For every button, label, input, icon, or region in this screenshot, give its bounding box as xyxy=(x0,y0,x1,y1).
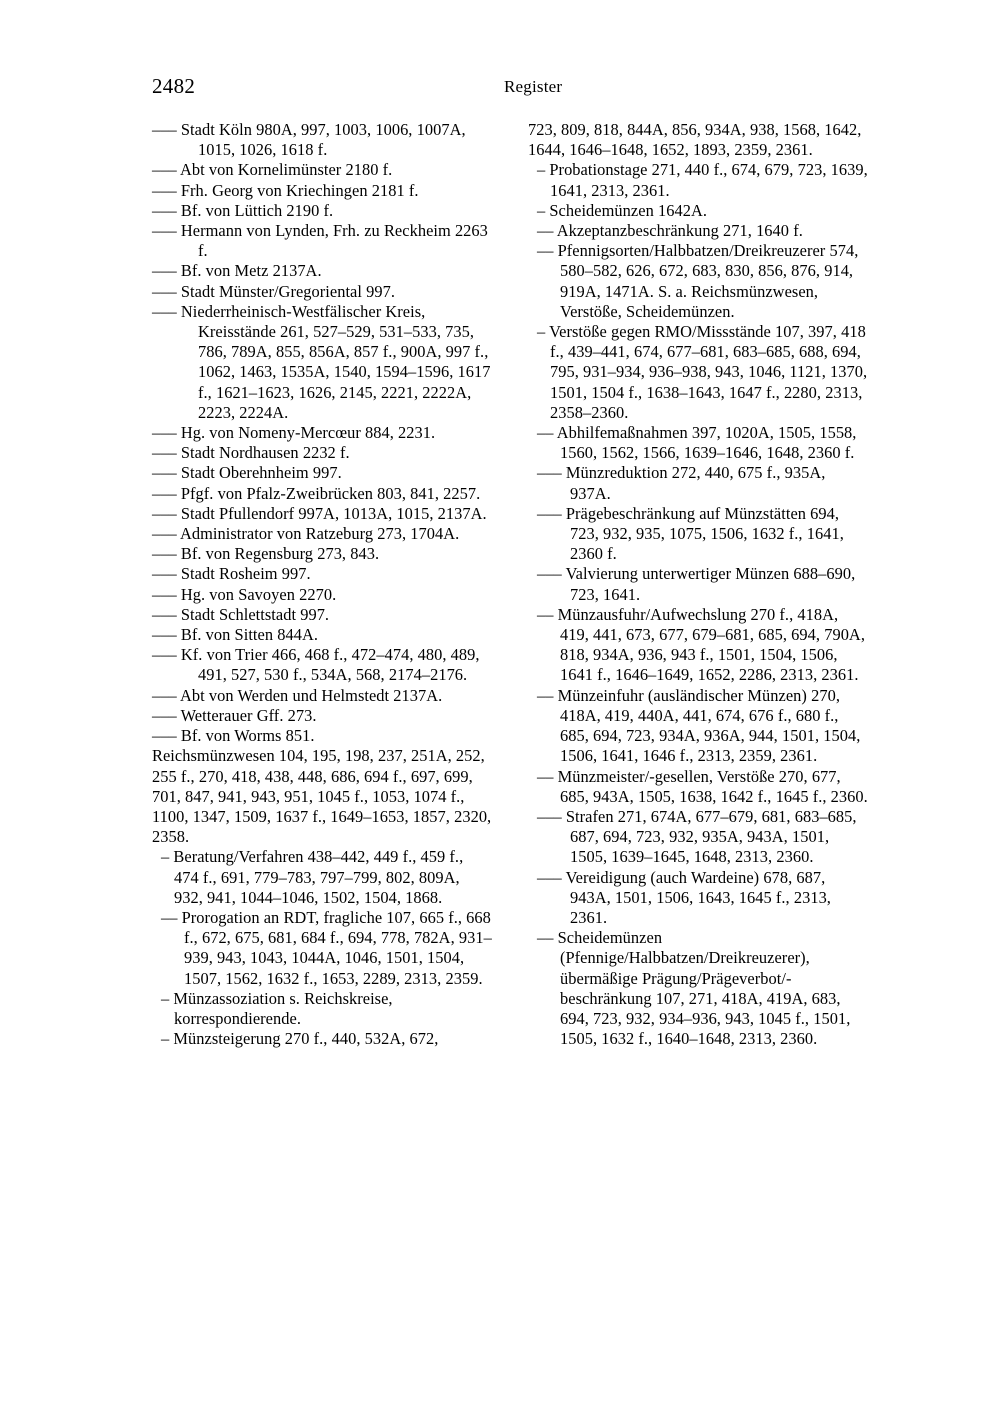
index-entry: – Münzassoziation s. Reichskreise, korrespondierende. xyxy=(161,988,393,1028)
index-entry: ––– Hg. von Savoyen 2270. xyxy=(152,584,337,604)
index-entry: ––– Valvierung unterwertiger Münzen 688–690, 723, 1641. xyxy=(537,564,856,604)
index-entry: – Scheidemünzen 1642A. xyxy=(537,200,707,220)
index-entry: ––– Strafen 271, 674A, 677–679, 681, 683–685, 687, 694, 723, 932, 935A, 943A, 1501, 1505, 1639–1645, 1648, 2313, 2360. xyxy=(537,806,857,867)
index-entry: ––– Stadt Nordhausen 2232 f. xyxy=(152,443,350,463)
index-entry: ––– Hermann von Lynden, Frh. zu Reckheim 2263 f. xyxy=(152,221,488,261)
page-header xyxy=(152,74,852,98)
page-number: 2482 xyxy=(152,74,196,98)
index-entry: –– Münzmeister/-gesellen, Verstöße 270, 677, 685, 943A, 1505, 1638, 1642 f., 1645 f., 2360. xyxy=(537,766,868,806)
index-column-right xyxy=(528,120,868,1049)
index-entry: ––– Prägebeschränkung auf Münzstätten 694, 723, 932, 935, 1075, 1506, 1632 f., 1641, 2360 f. xyxy=(537,503,844,564)
index-entry: ––– Vereidigung (auch Wardeine) 678, 687, 943A, 1501, 1506, 1643, 1645 f., 2313, 2361. xyxy=(537,867,831,927)
index-entry: –– Pfennigsorten/Halbbatzen/Dreikreuzerer 574, 580–582, 626, 672, 683, 830, 856, 876, 914, 919A, 1471A. S. a. Reichsmünzwesen, Verstöße, Scheidemünzen. xyxy=(537,241,859,321)
index-entry: ––– Bf. von Metz 2137A. xyxy=(152,261,322,281)
index-entry: ––– Niederrheinisch-Westfälischer Kreis, Kreisstände 261, 527–529, 531–533, 735, 786, 789A, 855, 856A, 857 f., 900A, 997 f., 1062, 1463, 1535A, 1540, 1594–1596, 1617 f., 1621–1623, 1626, 2145, 2221, 2222A, 2223, 2224A. xyxy=(152,301,491,422)
index-entry: ––– Pfgf. von Pfalz-Zweibrücken 803, 841, 2257. xyxy=(152,483,481,503)
index-entry: –– Prorogation an RDT, fragliche 107, 665 f., 668 f., 672, 675, 681, 684 f., 694, 778, 782A, 931–939, 943, 1043, 1044A, 1046, 1501, 1504, 1507, 1562, 1632 f., 1653, 2289, 2313, 2359. xyxy=(161,907,492,988)
index-entry: –– Akzeptanzbeschränkung 271, 1640 f. xyxy=(537,221,803,241)
running-title: Register xyxy=(504,77,563,96)
index-entry: – Probationstage 271, 440 f., 674, 679, 723, 1639, 1641, 2313, 2361. xyxy=(537,160,868,200)
index-entry: ––– Bf. von Lüttich 2190 f. xyxy=(152,200,334,220)
index-entry: ––– Administrator von Ratzeburg 273, 1704A. xyxy=(152,524,460,544)
index-entry: ––– Hg. von Nomeny-Mercœur 884, 2231. xyxy=(152,423,436,443)
index-entry: ––– Wetterauer Gff. 273. xyxy=(152,705,317,725)
index-entry: ––– Bf. von Sitten 844A. xyxy=(152,625,319,645)
index-entry: ––– Stadt Schlettstadt 997. xyxy=(152,604,330,624)
index-entry: – Verstöße gegen RMO/Missstände 107, 397, 418 f., 439–441, 674, 677–681, 683–685, 688, 694, 795, 931–934, 936–938, 943, 1046, 1121, 1370, 1501, 1504 f., 1638–1643, 1647 f., 2280, 2313, 2358–2360. xyxy=(537,322,868,422)
index-entry: ––– Abt von Kornelimünster 2180 f. xyxy=(152,160,393,180)
index-entry: ––– Stadt Pfullendorf 997A, 1013A, 1015, 2137A. xyxy=(152,503,487,523)
index-entry: ––– Stadt Münster/Gregoriental 997. xyxy=(152,281,396,301)
index-entry: ––– Kf. von Trier 466, 468 f., 472–474, 480, 489, 491, 527, 530 f., 534A, 568, 2174–2176. xyxy=(152,645,480,685)
index-column-left xyxy=(152,120,492,1049)
index-entry: ––– Münzreduktion 272, 440, 675 f., 935A, 937A. xyxy=(537,463,826,503)
index-entry: –– Münzausfuhr/Aufwechslung 270 f., 418A, 419, 441, 673, 677, 679–681, 685, 694, 790A, 818, 934A, 936, 943 f., 1501, 1504, 1506, 1641 f., 1646–1649, 1652, 2286, 2313, 2361. xyxy=(537,604,865,685)
index-entry: Reichsmünzwesen 104, 195, 198, 237, 251A, 252, 255 f., 270, 418, 438, 448, 686, 694 f., 697, 699, 701, 847, 941, 943, 951, 1045 f., 1053, 1074 f., 1100, 1347, 1509, 1637 f., 1649–1653, 1857, 2320, 2358. xyxy=(152,746,492,847)
index-entry: ––– Abt von Werden und Helmstedt 2137A. xyxy=(152,685,443,705)
index-entry: ––– Stadt Rosheim 997. xyxy=(152,564,311,584)
index-entry: ––– Stadt Oberehnheim 997. xyxy=(152,463,342,483)
index-entry: – Münzsteigerung 270 f., 440, 532A, 672, xyxy=(161,1029,439,1049)
index-entry: –– Abhilfemaßnahmen 397, 1020A, 1505, 1558, 1560, 1562, 1566, 1639–1646, 1648, 2360 f. xyxy=(537,423,857,463)
index-entry: ––– Bf. von Regensburg 273, 843. xyxy=(152,544,380,564)
index-entry: ––– Frh. Georg von Kriechingen 2181 f. xyxy=(152,180,419,200)
index-entry: ––– Stadt Köln 980A, 997, 1003, 1006, 1007A, 1015, 1026, 1618 f. xyxy=(152,120,466,160)
index-entry: ––– Bf. von Worms 851. xyxy=(152,726,315,746)
index-entry: –– Münzeinfuhr (ausländischer Münzen) 270, 418A, 419, 440A, 441, 674, 676 f., 680 f., 685, 694, 723, 934A, 936A, 944, 1501, 1504, 1506, 1641, 1646 f., 2313, 2359, 2361. xyxy=(537,685,861,766)
index-entry: –– Scheidemünzen (Pfennige/Halbbatzen/Dreikreuzerer), übermäßige Prägung/Prägeverbot/-beschränkung 107, 271, 418A, 419A, 683, 694, 723, 932, 934–936, 943, 1045 f., 1501, 1505, 1632 f., 1640–1648, 2313, 2360. xyxy=(537,928,851,1049)
index-entry: – Beratung/Verfahren 438–442, 449 f., 459 f., 474 f., 691, 779–783, 797–799, 802, 809A, 932, 941, 1044–1046, 1502, 1504, 1868. xyxy=(161,847,464,907)
index-entry: 723, 809, 818, 844A, 856, 934A, 938, 1568, 1642, 1644, 1646–1648, 1652, 1893, 2359, 2361. xyxy=(528,120,862,160)
